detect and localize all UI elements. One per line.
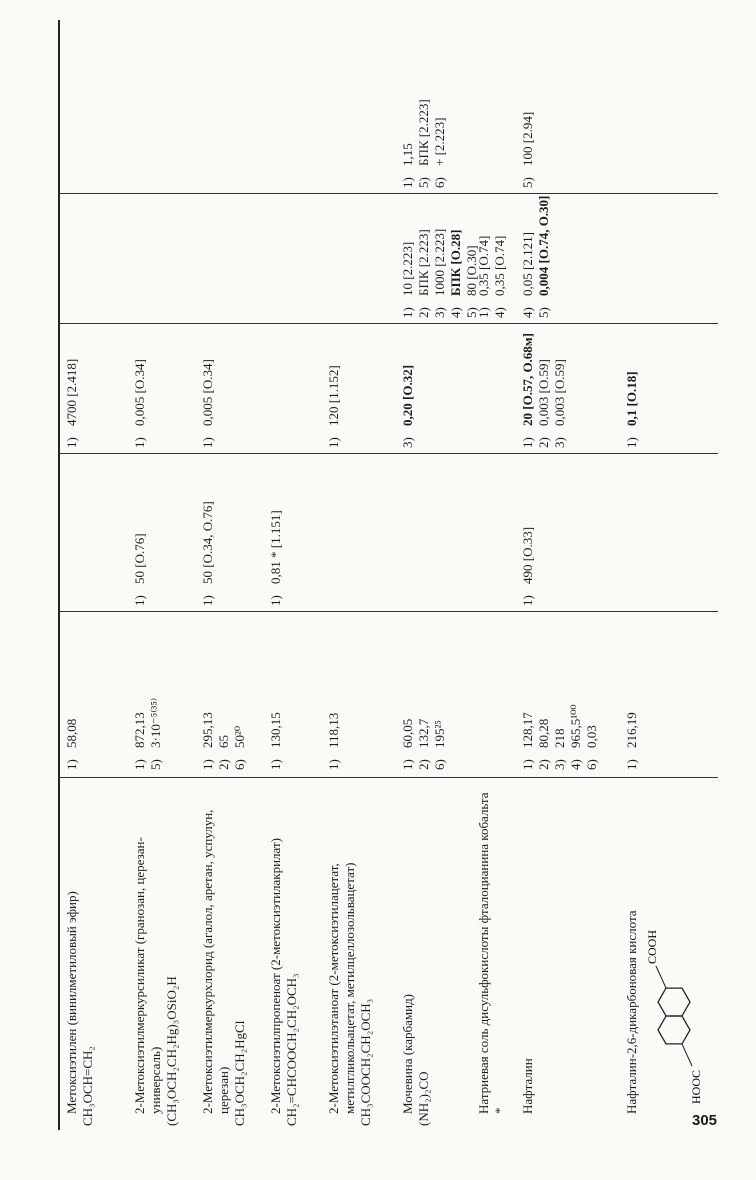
value-index: 1) (520, 759, 535, 770)
value-index: 1) (624, 759, 639, 770)
value-index: 2) (536, 759, 551, 770)
value-entry (520, 196, 552, 318)
substance-name: 2-Метоксиэтилмеркурхлорид (агалол, аретан, успулун, церезан) (200, 809, 231, 1114)
column-6 (64, 28, 718, 188)
column-divider (58, 611, 718, 612)
value-index: 4) (492, 307, 507, 318)
value-index: 5) (536, 307, 551, 318)
value-text: 0,03 (584, 725, 599, 748)
value-text: 0,005 [O.34] (200, 359, 215, 426)
value-entry (326, 614, 342, 770)
value-row (200, 614, 216, 770)
column-divider (58, 777, 718, 778)
value-index: 1) (200, 437, 215, 448)
value-index: 1) (400, 307, 415, 318)
value-row (232, 614, 248, 770)
value-text: 50 [O.76] (132, 533, 147, 584)
value-text: 872,13 (132, 712, 147, 748)
substance-entry (268, 788, 300, 1126)
value-row (216, 614, 232, 770)
value-row (200, 456, 216, 606)
substance-name: 2-Метоксиэтилэтаноат (2-метоксиэтилацетат, метилгликольацетат, метилцеллозольвацетат) (326, 862, 357, 1114)
value-row (624, 326, 640, 448)
value-index: 3) (552, 759, 567, 770)
value-index: 1) (132, 437, 147, 448)
value-text: 1,15 (400, 143, 415, 166)
value-text: БПК [2.223] (416, 99, 431, 166)
value-row (416, 28, 432, 188)
value-text: 80,28 (536, 718, 551, 748)
value-index: 5) (464, 307, 479, 318)
value-entry (400, 614, 448, 770)
value-row (64, 326, 80, 448)
value-text: 965,5¹⁰⁰ (568, 704, 583, 748)
value-text: 0,35 [O.74] (492, 235, 507, 296)
benzene-ring (658, 988, 690, 1016)
value-text: 60,05 (400, 718, 415, 748)
value-index: 1) (400, 759, 415, 770)
value-entry (326, 326, 342, 448)
value-index: 2) (416, 759, 431, 770)
substance-formula: (CH₃OCH₂CH₂Hg)₃OSiO₂H (164, 976, 179, 1126)
value-row (64, 614, 80, 770)
value-text: 216,19 (624, 712, 639, 748)
value-text: 0,003 [O.59] (536, 359, 551, 426)
value-row (416, 196, 432, 318)
substance-name: Нафталин-2,6-дикарбоновая кислота (624, 910, 639, 1114)
column-divider (58, 323, 718, 324)
substance-entry (326, 788, 374, 1126)
value-text: 0,005 [O.34] (132, 359, 147, 426)
value-row (584, 614, 600, 770)
column-4 (64, 326, 718, 448)
value-index: 3) (552, 437, 567, 448)
value-text: 295,13 (200, 712, 215, 748)
value-index: 4) (520, 307, 535, 318)
value-entry (520, 456, 536, 606)
substance-name: Нафталин (520, 1058, 535, 1114)
value-text: 0,20 [O.32] (400, 364, 415, 426)
value-entry (200, 614, 248, 770)
table-top-rule (58, 20, 60, 1130)
substance-entry (132, 788, 180, 1126)
value-row (400, 196, 416, 318)
value-text: + [2.223] (432, 117, 447, 166)
value-entry (64, 614, 80, 770)
value-text: 0,004 [O.74, O.30] (536, 195, 551, 296)
substance-name: Натриевая соль дисульфокислоты фталоцианина кобальта * (476, 792, 507, 1114)
value-text: 130,15 (268, 712, 283, 748)
substance-name: 2-Метоксиэтилмеркурсиликат (гранозан, церезан-универсаль) (132, 837, 163, 1114)
value-row (520, 326, 536, 448)
value-index: 1) (268, 595, 283, 606)
value-row (552, 326, 568, 448)
value-row (132, 614, 148, 770)
value-text: 0,05 [2.121] (520, 232, 535, 296)
value-index: 5) (416, 177, 431, 188)
value-text: 218 (552, 728, 567, 748)
value-index: 1) (200, 595, 215, 606)
substance-formula: CH₃COOCH₂CH₂OCH₃ (358, 998, 373, 1126)
substance-entry (200, 788, 248, 1126)
value-text: 132,7 (416, 718, 431, 748)
column-5 (64, 196, 718, 318)
substance-formula: (NH₂)₂CO (416, 1071, 431, 1126)
value-entry (132, 456, 148, 606)
value-index: 1) (326, 437, 341, 448)
value-index: 2) (416, 307, 431, 318)
value-entry (476, 196, 508, 318)
benzene-ring (658, 1016, 690, 1044)
value-row (536, 614, 552, 770)
substance-entry (624, 788, 706, 1126)
value-row (432, 196, 448, 318)
structure-drawing (642, 906, 706, 1126)
value-text: 195²⁵ (432, 720, 447, 748)
value-row (568, 614, 584, 770)
bond-line (656, 966, 666, 988)
value-text: 490 [O.33] (520, 526, 535, 584)
value-text: 0,003 [O.59] (552, 359, 567, 426)
value-index: 1) (326, 759, 341, 770)
rotated-table (58, 20, 718, 1130)
value-row (326, 614, 342, 770)
value-index: 1) (132, 759, 147, 770)
value-entry (624, 614, 640, 770)
value-row (520, 456, 536, 606)
substance-entry (400, 788, 432, 1126)
value-text: БПК [2.223] (416, 229, 431, 296)
value-row (476, 196, 492, 318)
value-row (432, 28, 448, 188)
value-entry (132, 614, 164, 770)
substance-column (64, 788, 718, 1126)
value-entry (400, 196, 480, 318)
substance-entry (520, 788, 536, 1126)
value-row (448, 196, 464, 318)
value-entry (200, 326, 216, 448)
cooh-label: COOH (645, 929, 659, 964)
value-text: 1000 [2.223] (432, 228, 447, 296)
value-index: 1) (200, 759, 215, 770)
value-row (416, 614, 432, 770)
substance-name: Метоксиэтилен (винилметиловый эфир) (64, 891, 79, 1114)
value-index: 3) (432, 307, 447, 318)
value-row (492, 196, 508, 318)
value-entry (520, 326, 568, 448)
value-text: 3·10⁻⁵⁽³⁵⁾ (148, 697, 163, 748)
column-divider (58, 193, 718, 194)
column-divider (58, 453, 718, 454)
substance-name: Мочевина (карбамид) (400, 993, 415, 1114)
value-row (624, 614, 640, 770)
bond-line (682, 1044, 692, 1066)
value-entry (64, 326, 80, 448)
value-entry (200, 456, 216, 606)
value-index: 4) (448, 307, 463, 318)
value-row (268, 614, 284, 770)
value-row (536, 196, 552, 318)
value-row (432, 614, 448, 770)
value-text: 58,08 (64, 718, 79, 748)
value-text: 0,1 [O.18] (624, 371, 639, 426)
value-row (200, 326, 216, 448)
page-number: 305 (692, 1112, 718, 1129)
value-index: 3) (400, 437, 415, 448)
value-text: 118,13 (326, 712, 341, 748)
value-text: 0,81 * [1.151] (268, 510, 283, 584)
value-index: 1) (64, 437, 79, 448)
value-index: 1) (400, 177, 415, 188)
value-entry (520, 28, 536, 188)
value-row (520, 196, 536, 318)
value-text: 0,35 [O.74] (476, 235, 491, 296)
value-text: 20 [O.57, O.68м] (520, 333, 535, 426)
column-3 (64, 456, 718, 606)
value-text: 120 [1.152] (326, 365, 341, 426)
hooc-label: HOOC (689, 1069, 703, 1104)
naphthalene-dicarboxylic-structure (642, 788, 706, 1126)
value-text: 50 [O.34, O.76] (200, 501, 215, 584)
value-text: 10 [2.223] (400, 241, 415, 296)
value-row (268, 456, 284, 606)
value-text: 128,17 (520, 712, 535, 748)
value-text: 50²⁰ (232, 725, 247, 748)
value-index: 1) (624, 437, 639, 448)
value-row (148, 614, 164, 770)
value-index: 1) (520, 595, 535, 606)
value-index: 2) (216, 759, 231, 770)
value-entry (520, 614, 600, 770)
value-entry (268, 614, 284, 770)
substance-formula: CH₂=CHCOOCH₂CH₂OCH₃ (284, 973, 299, 1126)
value-index: 6) (432, 177, 447, 188)
value-text: БПК [O.28] (448, 229, 463, 296)
substance-entry (64, 788, 96, 1126)
value-index: 1) (476, 307, 491, 318)
substance-formula: CH₃OCH=CH₂ (80, 1046, 95, 1126)
value-entry (400, 28, 448, 188)
value-row (552, 614, 568, 770)
value-row (400, 614, 416, 770)
value-row (536, 326, 552, 448)
value-text: 80 [O.30] (464, 245, 479, 296)
value-index: 1) (132, 595, 147, 606)
value-text: 65 (216, 735, 231, 748)
value-row (132, 326, 148, 448)
value-index: 5) (148, 759, 163, 770)
substance-name: 2-Метоксиэтилпропеноат (2-метоксиэтилакрилат) (268, 838, 283, 1114)
value-index: 1) (268, 759, 283, 770)
value-index: 4) (568, 759, 583, 770)
value-index: 5) (520, 177, 535, 188)
value-index: 6) (432, 759, 447, 770)
value-index: 6) (584, 759, 599, 770)
value-text: 4700 [2.418] (64, 358, 79, 426)
value-index: 2) (536, 437, 551, 448)
substance-entry (476, 788, 508, 1126)
value-row (520, 614, 536, 770)
value-index: 1) (64, 759, 79, 770)
substance-formula: CH₃OCH₂CH₂HgCl (232, 1020, 247, 1126)
value-row (400, 28, 416, 188)
properties-column (64, 614, 718, 770)
value-row (400, 326, 416, 448)
value-entry (400, 326, 416, 448)
value-text: 100 [2.94] (520, 111, 535, 166)
value-index: 1) (520, 437, 535, 448)
value-entry (132, 326, 148, 448)
value-row (326, 326, 342, 448)
value-index: 6) (232, 759, 247, 770)
value-row (520, 28, 536, 188)
value-row (132, 456, 148, 606)
value-entry (624, 326, 640, 448)
value-entry (268, 456, 284, 606)
